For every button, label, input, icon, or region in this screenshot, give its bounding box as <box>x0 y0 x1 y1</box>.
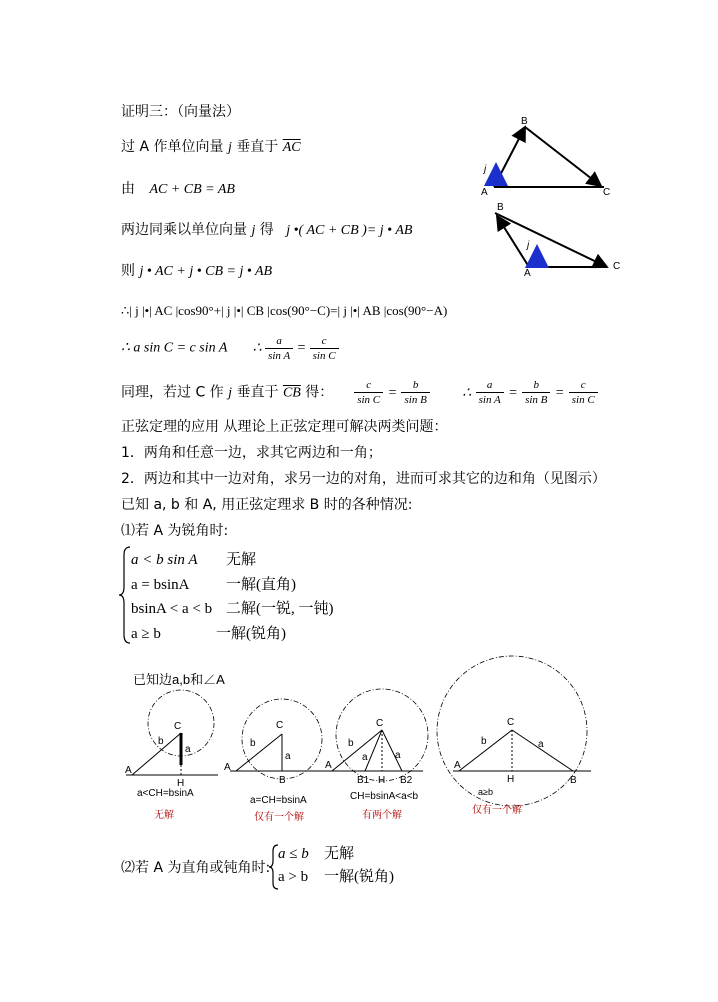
side-a-B1 <box>365 730 382 771</box>
case1-row <box>131 622 334 647</box>
case1-row <box>131 573 334 598</box>
frac-num: a <box>265 334 293 349</box>
frac-den: sin A <box>478 394 501 406</box>
case1-row <box>131 597 334 622</box>
frac-num: b <box>522 378 550 393</box>
fig1-result: 无解 <box>154 810 174 821</box>
fig2-caption: a=CH=bsinA <box>250 795 307 806</box>
label-H: H <box>177 778 185 789</box>
frac-den: sin B <box>525 394 548 406</box>
fraction-c-sinC <box>354 378 383 407</box>
case1-list <box>131 548 334 646</box>
label-a: a <box>285 751 291 762</box>
case2-list <box>278 843 394 889</box>
case1-title: ⑴若 A 为锐角时: <box>121 523 229 539</box>
line2-prefix: 由 <box>121 181 135 197</box>
label-b: b <box>348 738 354 749</box>
frac-num: b <box>401 378 429 393</box>
line6-therefore1: ∴ a sin C = c sin A <box>121 340 228 356</box>
label-H: H <box>507 774 515 785</box>
line-magnitude: ∴| j |•| AC |cos90°+| j |•| CB |cos(90°−C)=| j |•| AB |cos(90°−A) <box>121 303 448 318</box>
label-A: A <box>524 268 531 279</box>
label-B: B <box>279 775 286 786</box>
case1-res: 二解(一锐, 一钝) <box>226 601 334 617</box>
case2-row <box>278 843 394 866</box>
frac-num: c <box>354 378 383 393</box>
label-B2: B2 <box>400 775 413 786</box>
label-H: H <box>378 775 386 786</box>
label-C: C <box>613 261 621 272</box>
application-item-1: 1．两角和任意一边，求其它两边和一角； <box>121 445 382 461</box>
side-b <box>132 733 181 775</box>
frac-den: sin A <box>268 350 291 362</box>
label-B1: B1 <box>357 775 370 786</box>
figure-title: 已知边a,b和∠A <box>133 672 225 687</box>
equals-sign: = <box>296 340 307 356</box>
side-b <box>236 734 282 771</box>
line1-prefix: 过 A 作单位向量 <box>121 139 224 155</box>
therefore-sign: ∴ <box>462 385 472 401</box>
case2-cond: a ≤ b <box>278 846 309 862</box>
known-conditions: 已知 a, b 和 A, 用正弦定理求 B 时的各种情况: <box>121 497 413 513</box>
line7-mid: 垂直于 <box>236 384 279 401</box>
line1-mid: 垂直于 <box>236 139 279 155</box>
line3-prefix: 两边同乘以单位向量 <box>121 222 247 238</box>
label-C: C <box>174 721 182 732</box>
line-sine-ratio <box>121 334 339 363</box>
case1-cond: a = bsinA <box>131 576 190 593</box>
line-unit-vector <box>121 136 301 156</box>
fig4-caption: a≥b <box>478 787 493 797</box>
frac-num: a <box>476 378 504 393</box>
case1-cond: a < b sin A <box>131 552 198 568</box>
label-b: b <box>158 736 164 747</box>
vector-BC <box>525 127 601 186</box>
line4-prefix: 则 <box>121 263 135 279</box>
side-b <box>332 730 382 771</box>
label-C: C <box>603 187 611 198</box>
label-j: j <box>527 240 530 251</box>
case2-res: 无解 <box>324 846 355 862</box>
section-title: 证明三：（向量法） <box>121 104 240 120</box>
label-b: b <box>250 738 256 749</box>
fraction-b-sinB <box>401 378 429 407</box>
frac-den: sin C <box>312 350 336 362</box>
case1-res: 无解 <box>226 552 257 568</box>
line1-j: j <box>227 140 232 155</box>
case1-res: 一解(锐角) <box>216 625 286 642</box>
brace-case1 <box>118 545 132 645</box>
side-a <box>512 730 573 771</box>
fig3-result: 有两个解 <box>362 810 402 821</box>
line-similarly <box>121 378 598 407</box>
frac-den: sin C <box>571 394 595 406</box>
case2-row <box>278 866 394 889</box>
line-multiply <box>121 219 412 239</box>
label-a: a <box>185 744 191 755</box>
label-A: A <box>224 762 231 773</box>
frac-num: c <box>569 378 598 393</box>
case-diagrams-figure <box>118 655 598 830</box>
fraction-b-sinB <box>522 378 550 407</box>
equals-sign: = <box>554 385 565 401</box>
line7-vec: $\overline{CB}$ <box>282 385 301 401</box>
frac-den: sin C <box>357 394 381 406</box>
label-C: C <box>507 717 515 728</box>
case1-cond: a ≥ b <box>131 625 161 642</box>
label-C: C <box>276 720 284 731</box>
vector-AB <box>494 127 525 187</box>
case1-row <box>131 548 334 573</box>
fraction-a-sinA <box>476 378 504 407</box>
line-then <box>121 260 272 280</box>
application-item-2: 2．两边和其中一边对角，求另一边的对角，进而可求其它的边和角（见图示） <box>121 471 606 487</box>
label-A: A <box>481 187 488 198</box>
label-A: A <box>125 765 132 776</box>
case1-res: 一解(直角) <box>226 576 296 593</box>
label-a: a <box>362 752 368 763</box>
fraction-c-sinC <box>569 378 598 407</box>
case2-res: 一解(锐角) <box>324 869 394 885</box>
line6-therefore2: ∴ <box>252 340 262 356</box>
case1-cond: bsinA < a < b <box>131 601 213 617</box>
equals-sign: = <box>508 385 518 401</box>
application-title: 正弦定理的应用 从理论上正弦定理可解决两类问题： <box>121 419 448 435</box>
label-j: j <box>484 164 487 175</box>
line3-eq: j •( AC + CB )= j • AB <box>286 223 413 238</box>
label-a: a <box>395 750 401 761</box>
fig1-caption: a<CH=bsinA <box>137 788 194 799</box>
frac-den: sin B <box>404 394 427 406</box>
fig2-result: 仅有一个解 <box>254 812 304 823</box>
case2-cond: a > b <box>278 869 309 885</box>
line3-j: j <box>251 223 256 238</box>
fig3-caption: CH=bsinA<a<b <box>350 791 419 802</box>
fraction-a-sinA <box>265 334 293 363</box>
frac-num: c <box>310 334 339 349</box>
label-A: A <box>325 760 332 771</box>
line3-mid: 得 <box>259 222 274 238</box>
label-A: A <box>454 760 461 771</box>
vector-triangles-figure <box>470 110 630 285</box>
line7-suffix: 得： <box>305 384 334 401</box>
label-b: b <box>481 736 487 747</box>
line4-eq: j • AC + j • CB = j • AB <box>139 264 273 279</box>
case2-title: ⑵若 A 为直角或钝角时: <box>121 860 271 876</box>
equals-sign: = <box>387 385 398 401</box>
fig4-result: 仅有一个解 <box>472 805 522 816</box>
label-B: B <box>497 202 504 213</box>
vector-AB-2 <box>497 216 529 267</box>
fraction-c-sinC <box>310 334 339 363</box>
line7-j: j <box>228 385 233 401</box>
label-B: B <box>570 775 577 786</box>
label-a: a <box>538 739 544 750</box>
line1-vec: $\overline{AC}$ <box>282 140 301 155</box>
line7-prefix: 同理，若过 C 作 <box>121 384 224 401</box>
line-vector-sum <box>121 178 235 198</box>
label-C: C <box>376 718 384 729</box>
label-B: B <box>521 116 528 127</box>
line2-eq: AC + CB = AB <box>149 182 235 197</box>
